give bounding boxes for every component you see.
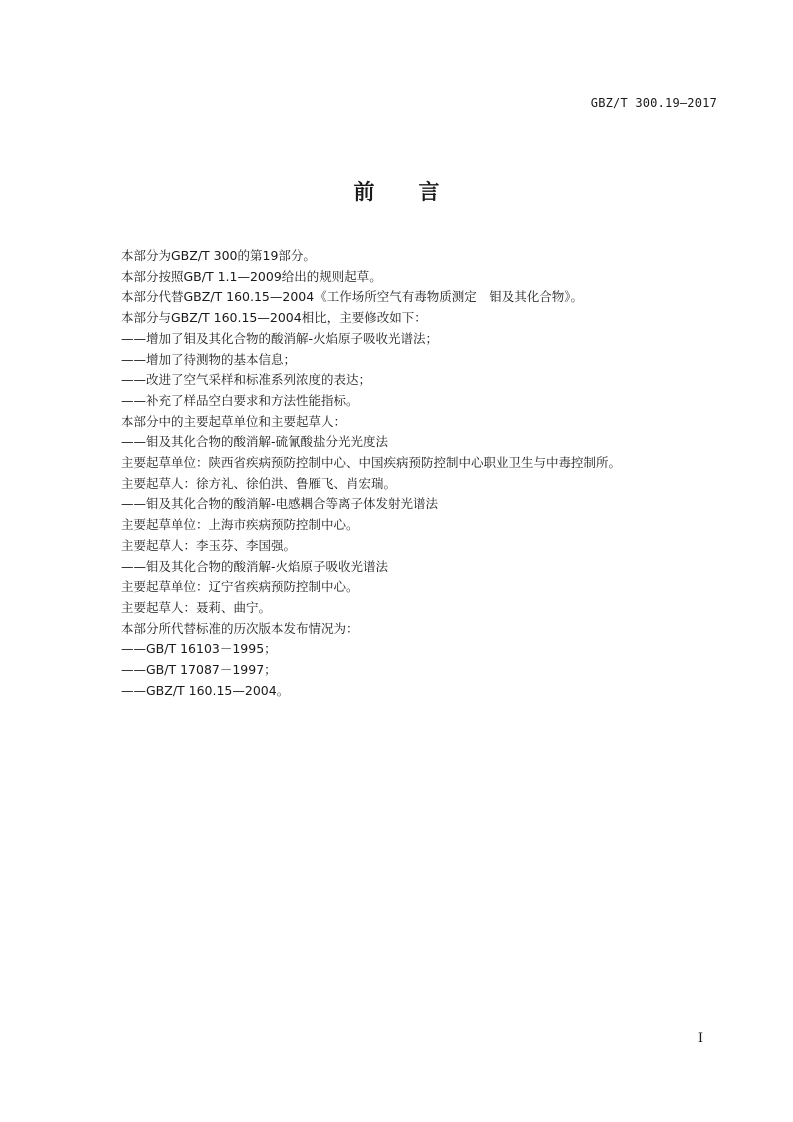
drafters: 主要起草人：徐方礼、徐伯洪、鲁雁飞、肖宏瑞。 [121,475,397,491]
paragraph: 本部分为GBZ/T 300的第19部分。 [121,248,316,263]
drafters: 主要起草人：聂莉、曲宁。 [121,599,272,615]
page-number: I [697,1031,703,1046]
method-heading: ——钼及其化合物的酸消解-电感耦合等离子体发射光谱法 [121,496,439,512]
list-item: ——增加了待测物的基本信息； [121,351,297,367]
paragraph: 本部分与GBZ/T 160.15—2004相比，主要修改如下： [121,310,427,326]
standard-code: GBZ/T 300.19—2017 [590,96,717,110]
page-title: 前言 [353,180,484,204]
drafting-units: 主要起草单位：辽宁省疾病预防控制中心。 [121,579,359,595]
drafters: 主要起草人：李玉芬、李国强。 [121,537,297,553]
foreword-body [121,246,721,701]
paragraph: 本部分代替GBZ/T 160.15—2004《工作场所空气有毒物质测定 钼及其化合物》。 [121,289,583,305]
method-heading: ——钼及其化合物的酸消解-硫氰酸盐分光光度法 [121,434,389,450]
drafting-units: 主要起草单位：上海市疾病预防控制中心。 [121,517,359,533]
list-item: ——GB/T 16103－1995； [121,641,277,657]
drafting-units: 主要起草单位：陕西省疾病预防控制中心、中国疾病预防控制中心职业卫生与中毒控制所。 [121,455,622,471]
paragraph: 本部分所代替标准的历次版本发布情况为： [121,620,359,636]
method-heading: ——钼及其化合物的酸消解-火焰原子吸收光谱法 [121,558,389,574]
list-item: ——增加了钼及其化合物的酸消解-火焰原子吸收光谱法； [121,330,439,346]
paragraph: 本部分中的主要起草单位和主要起草人： [121,413,347,429]
list-item: ——GBZ/T 160.15—2004。 [121,682,290,698]
paragraph: 本部分按照GB/T 1.1—2009给出的规则起草。 [121,268,382,284]
list-item: ——改进了空气采样和标准系列浓度的表达； [121,372,372,388]
list-item: ——补充了样品空白要求和方法性能指标。 [121,392,359,408]
list-item: ——GB/T 17087－1997； [121,662,277,678]
